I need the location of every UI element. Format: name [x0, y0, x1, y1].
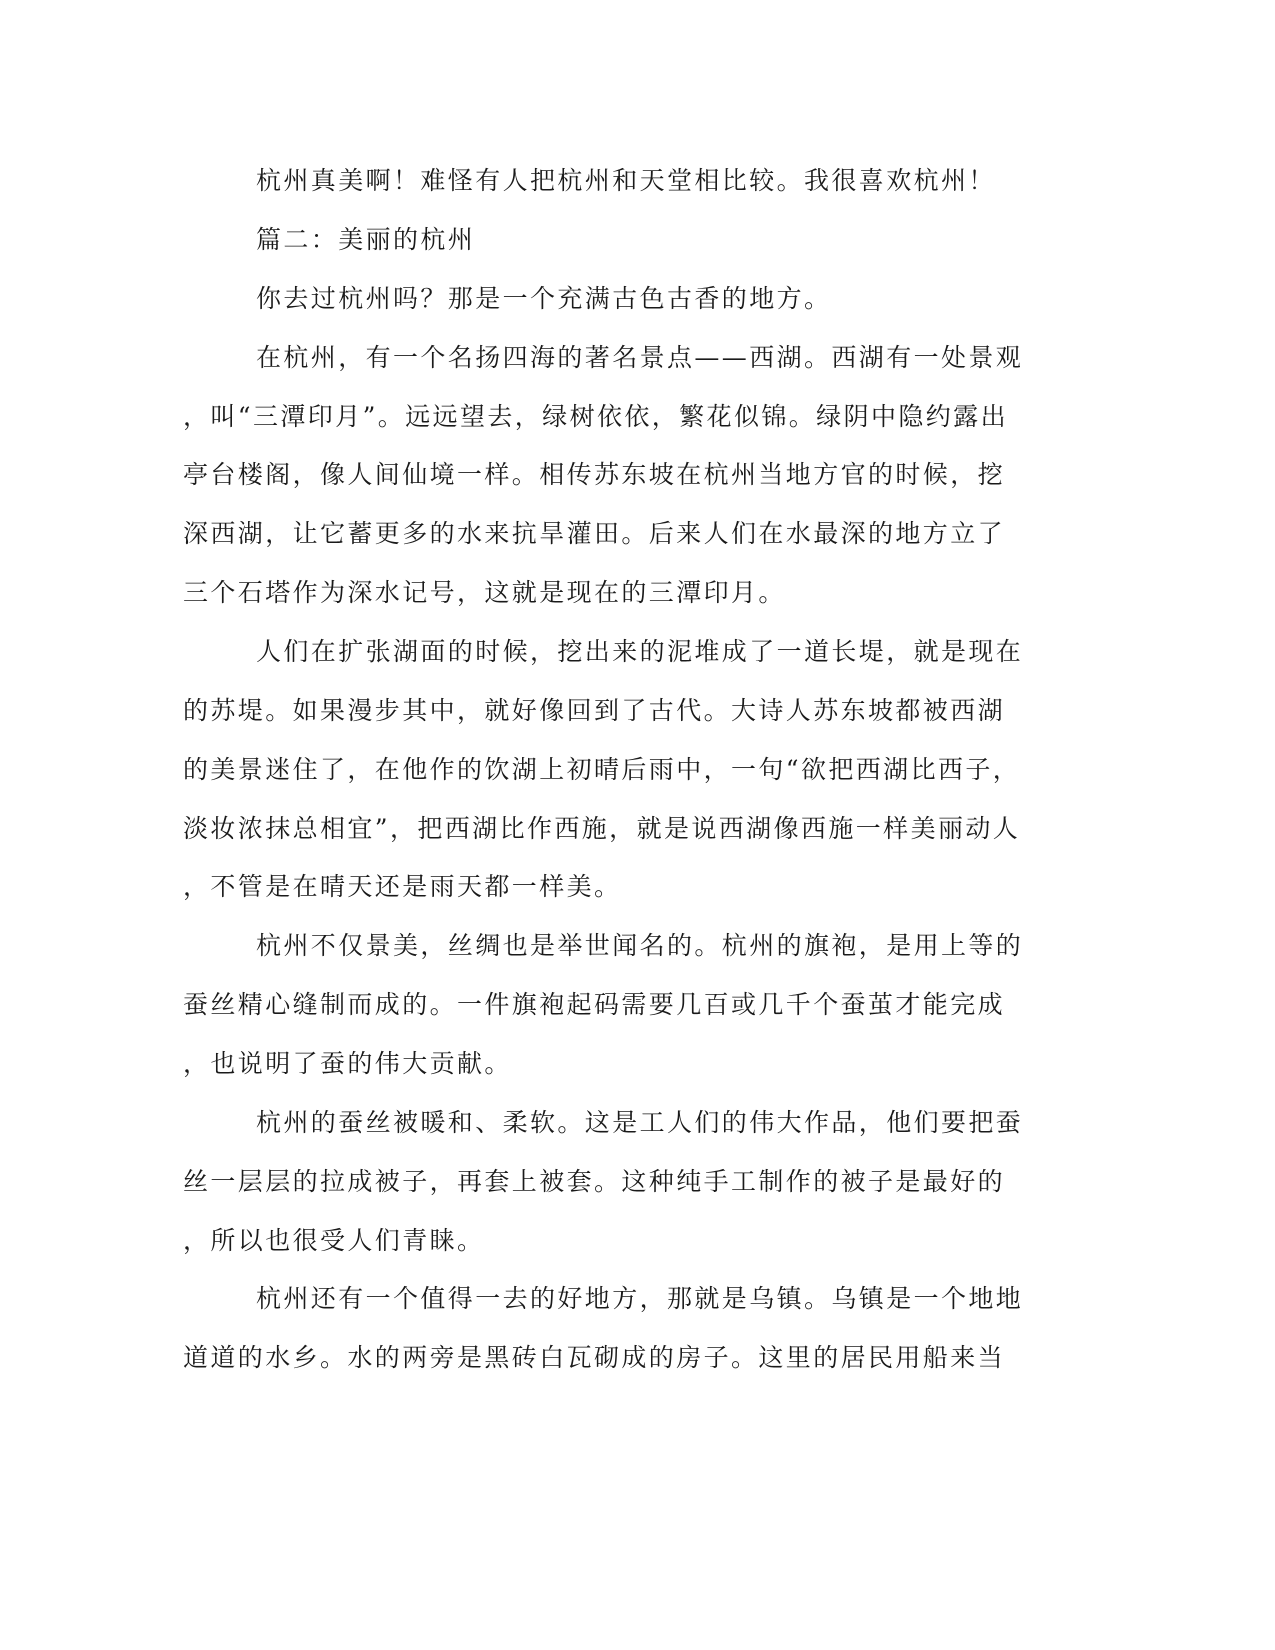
text-line: 人们在扩张湖面的时候，挖出来的泥堆成了一道长堤，就是现在: [256, 637, 1024, 666]
text-line: 杭州真美啊！难怪有人把杭州和天堂相比较。我很喜欢杭州！: [256, 166, 996, 195]
text-line: ，也说明了蚕的伟大贡献。: [183, 1049, 512, 1078]
text-line: 杭州不仅景美，丝绸也是举世闻名的。杭州的旗袍，是用上等的: [256, 931, 1024, 960]
text-line: 的苏堤。如果漫步其中，就好像回到了古代。大诗人苏东坡都被西湖: [183, 696, 1006, 725]
text-line: 杭州还有一个值得一去的好地方，那就是乌镇。乌镇是一个地地: [256, 1284, 1024, 1313]
text-line: 淡妆浓抹总相宜”，把西湖比作西施，就是说西湖像西施一样美丽动人: [183, 814, 1021, 843]
text-line: 深西湖，让它蓄更多的水来抗旱灌田。后来人们在水最深的地方立了: [183, 519, 1006, 548]
text-line: 蚕丝精心缝制而成的。一件旗袍起码需要几百或几千个蚕茧才能完成: [183, 990, 1006, 1019]
text-line: ，不管是在晴天还是雨天都一样美。: [183, 872, 622, 901]
text-line: 杭州的蚕丝被暖和、柔软。这是工人们的伟大作品，他们要把蚕: [256, 1108, 1024, 1137]
text-line: 你去过杭州吗？那是一个充满古色古香的地方。: [256, 284, 832, 313]
section-heading: 篇二：美丽的杭州: [256, 225, 476, 254]
text-line: 丝一层层的拉成被子，再套上被套。这种纯手工制作的被子是最好的: [183, 1167, 1006, 1196]
text-line: 的美景迷住了，在他作的饮湖上初晴后雨中，一句“欲把西湖比西子，: [183, 755, 1021, 784]
text-line: 道道的水乡。水的两旁是黑砖白瓦砌成的房子。这里的居民用船来当: [183, 1343, 1006, 1372]
text-line: 三个石塔作为深水记号，这就是现在的三潭印月。: [183, 578, 786, 607]
text-line: ，所以也很受人们青睐。: [183, 1226, 485, 1255]
text-line: 亭台楼阁，像人间仙境一样。相传苏东坡在杭州当地方官的时候，挖: [183, 460, 1006, 489]
text-line: ，叫“三潭印月”。远远望去，绿树依依，繁花似锦。绿阴中隐约露出: [183, 402, 1008, 431]
text-line: 在杭州，有一个名扬四海的著名景点——西湖。西湖有一处景观: [256, 343, 1024, 372]
